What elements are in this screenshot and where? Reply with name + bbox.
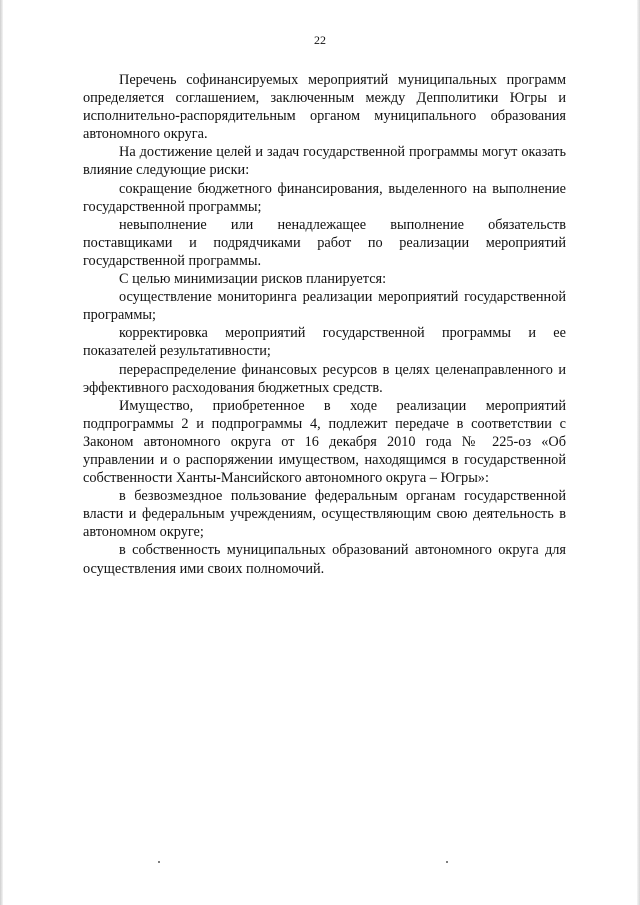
paragraph-mitigation-redistribution: перераспределение финансовых ресурсов в целях целенаправленного и эффективного расходования бюджетных средств.	[83, 361, 566, 396]
paragraph-mitigation-adjustment: корректировка мероприятий государственной программы и ее показателей результативности;	[83, 325, 566, 360]
paragraph-property-federal-use: в безвозмездное пользование федеральным органам государственной власти и федеральным учреждениям, осуществляющим свою деятельность в автономном округе;	[83, 488, 566, 541]
paragraph-mitigation-intro: С целью минимизации рисков планируется:	[119, 271, 387, 288]
paragraph-cofinancing: Перечень софинансируемых мероприятий муниципальных программ определяется соглашением, заключенным между Депполитики Югры и исполнительно-распорядительным органом муниципального образования автономного округа.	[83, 72, 566, 143]
paragraph-risk-budget-cut: сокращение бюджетного финансирования, выделенного на выполнение государственной программы;	[83, 180, 566, 215]
paragraph-risk-nonfulfillment: невыполнение или ненадлежащее выполнение обязательств поставщиками и подрядчиками работ по реализации мероприятий государственной программы.	[83, 216, 566, 269]
scan-speck	[158, 861, 160, 863]
document-body	[83, 71, 566, 578]
paragraph-property-municipal-ownership: в собственность муниципальных образований автономного округа для осуществления ими своих полномочий.	[83, 542, 566, 577]
scan-edge-left	[0, 0, 3, 905]
paragraph-mitigation-monitoring: осуществление мониторинга реализации мероприятий государственной программы;	[83, 289, 566, 324]
paragraph-risks-intro: На достижение целей и задач государственной программы могут оказать влияние следующие риски:	[83, 144, 566, 179]
paragraph-property-transfer: Имущество, приобретенное в ходе реализации мероприятий подпрограммы 2 и подпрограммы 4, подлежит передаче в соответствии с Законом автономного округа от 16 декабря 2010 года № 225-оз «Об управлении и о распоряжении имуществом, находящимся в государственной собственности Ханты-Мансийского автономного округа – Югры»:	[83, 397, 566, 487]
page-number: 22	[314, 33, 326, 47]
scan-speck	[446, 861, 448, 863]
